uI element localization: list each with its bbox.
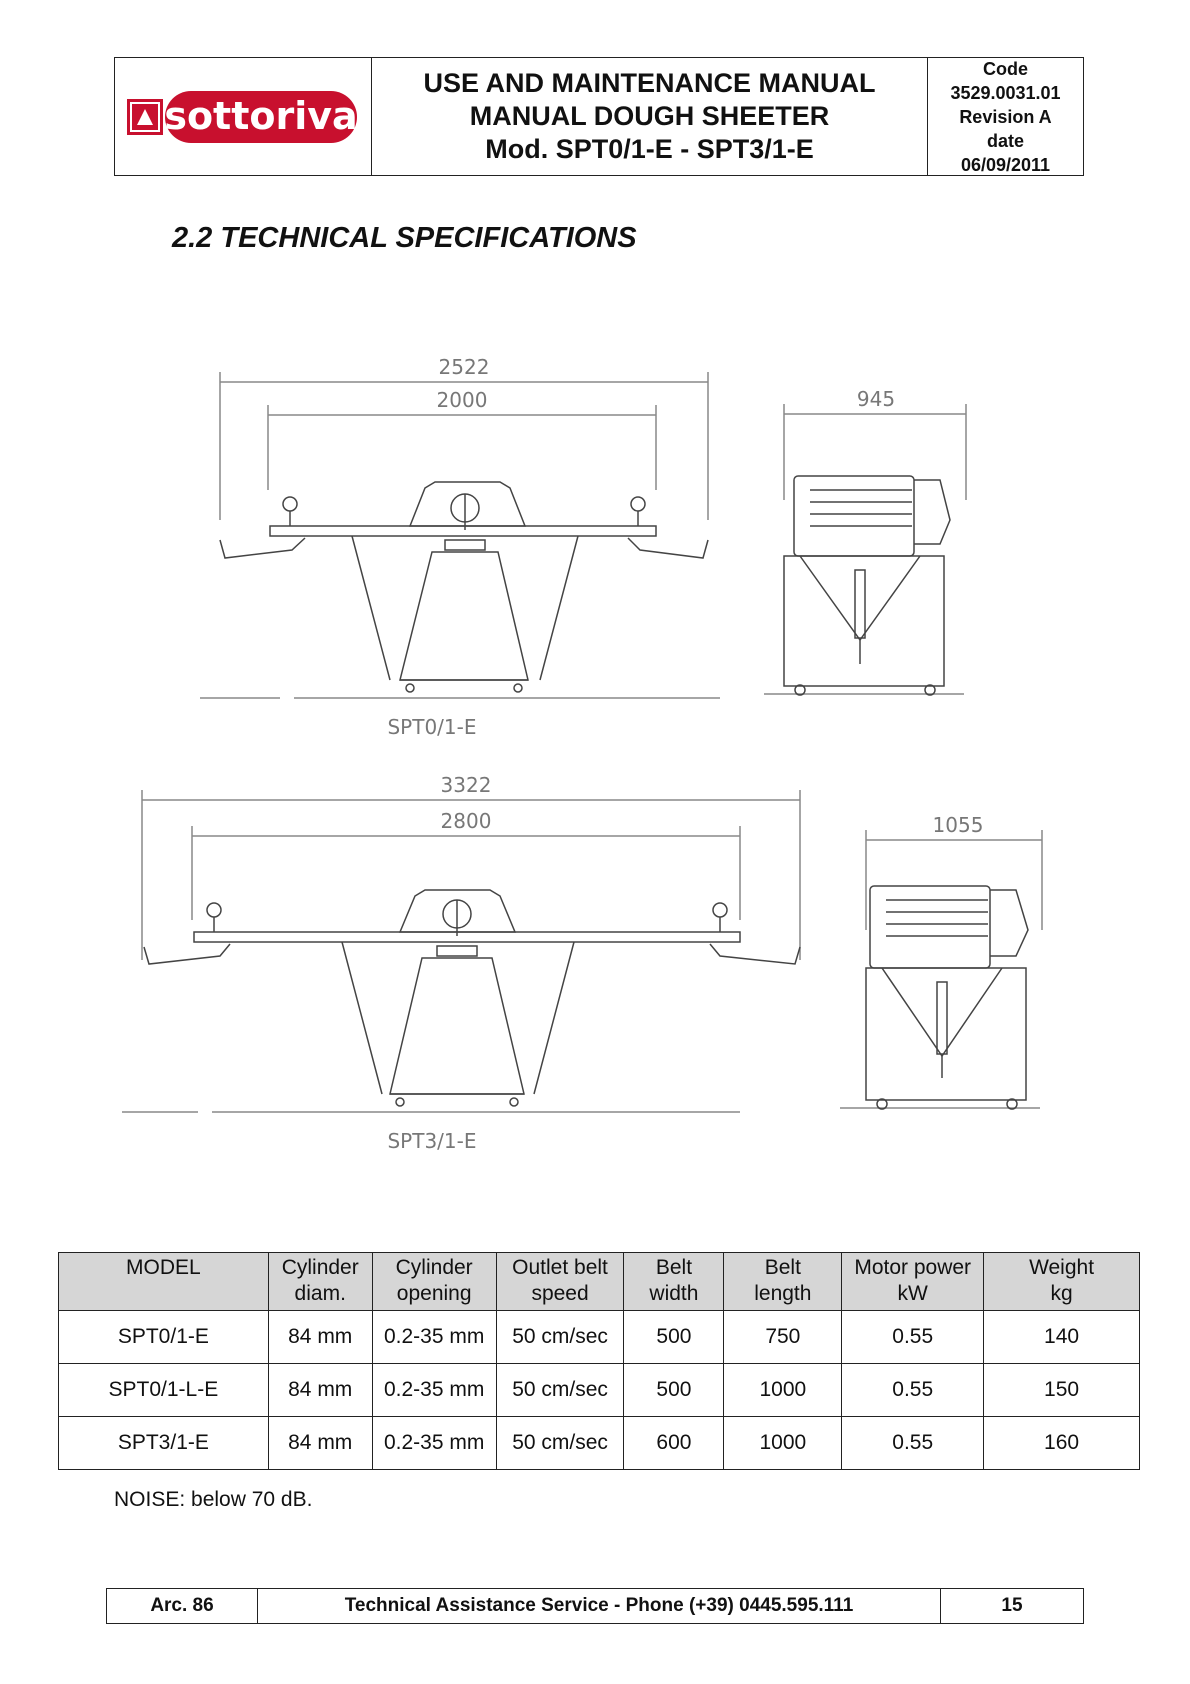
col-cylinder-diam: Cylinder diam.: [268, 1253, 372, 1311]
dim-spt0-depth: 945: [856, 387, 896, 411]
footer-service-phone: Technical Assistance Service - Phone (+39) 0445.595.111: [258, 1589, 941, 1623]
cell-model: SPT0/1-L-E: [59, 1364, 269, 1417]
title-line-3: Mod. SPT0/1-E - SPT3/1-E: [485, 134, 814, 164]
technical-drawing: [100, 330, 1060, 1160]
cell-motor-power: 0.55: [842, 1417, 984, 1470]
cell-belt-speed: 50 cm/sec: [496, 1417, 624, 1470]
brand-logo: [115, 58, 372, 175]
dim-spt3-belt: 2800: [440, 809, 492, 833]
dim-spt3-overall: 3322: [440, 773, 492, 797]
cell-model: SPT0/1-E: [59, 1311, 269, 1364]
cell-cylinder-diam: 84 mm: [268, 1364, 372, 1417]
specifications-table: [58, 1252, 1140, 1470]
cell-model: SPT3/1-E: [59, 1417, 269, 1470]
cell-motor-power: 0.55: [842, 1311, 984, 1364]
spt0-side-view: [764, 404, 966, 695]
cell-cylinder-diam: 84 mm: [268, 1311, 372, 1364]
noise-note: NOISE: below 70 dB.: [114, 1488, 313, 1511]
dim-spt0-belt: 2000: [436, 388, 488, 412]
date-value: 06/09/2011: [960, 154, 1051, 175]
cell-belt-length: 1000: [724, 1417, 842, 1470]
cell-belt-speed: 50 cm/sec: [496, 1311, 624, 1364]
date-label: date: [986, 130, 1024, 151]
cell-belt-width: 600: [624, 1417, 724, 1470]
document-code-block: [928, 58, 1083, 175]
label-spt0: SPT0/1-E: [387, 715, 477, 739]
cell-belt-width: 500: [624, 1364, 724, 1417]
sottoriva-logo-icon: [125, 81, 361, 153]
cell-cylinder-opening: 0.2-35 mm: [372, 1311, 496, 1364]
col-weight: Weight kg: [984, 1253, 1140, 1311]
dim-spt3-depth: 1055: [932, 813, 984, 837]
svg-text:sottoriva: sottoriva: [164, 93, 358, 138]
table-row: [59, 1364, 1140, 1417]
document-header: [114, 57, 1084, 176]
spt3-front-view: [122, 790, 800, 1112]
col-outlet-belt-speed: Outlet belt speed: [496, 1253, 624, 1311]
cell-belt-length: 1000: [724, 1364, 842, 1417]
cell-cylinder-diam: 84 mm: [268, 1417, 372, 1470]
cell-belt-width: 500: [624, 1311, 724, 1364]
cell-cylinder-opening: 0.2-35 mm: [372, 1364, 496, 1417]
col-belt-length: Belt length: [724, 1253, 842, 1311]
cell-cylinder-opening: 0.2-35 mm: [372, 1417, 496, 1470]
cell-belt-length: 750: [724, 1311, 842, 1364]
cell-motor-power: 0.55: [842, 1364, 984, 1417]
col-motor-power: Motor power kW: [842, 1253, 984, 1311]
footer-arc: Arc. 86: [107, 1589, 258, 1623]
page-number: 15: [1001, 1595, 1023, 1616]
dim-spt0-overall: 2522: [438, 355, 490, 379]
cell-belt-speed: 50 cm/sec: [496, 1364, 624, 1417]
spt0-front-view: [200, 372, 720, 698]
col-model: MODEL: [59, 1253, 269, 1311]
table-row: [59, 1311, 1140, 1364]
spt3-side-view: [840, 830, 1042, 1109]
cell-weight: 150: [984, 1364, 1140, 1417]
code-value: 3529.0031.01: [950, 82, 1061, 103]
table-header-row: [59, 1253, 1140, 1311]
col-belt-width: Belt width: [624, 1253, 724, 1311]
title-line-1: USE AND MAINTENANCE MANUAL: [423, 68, 876, 98]
section-title: 2.2 TECHNICAL SPECIFICATIONS: [172, 222, 637, 254]
title-line-2: MANUAL DOUGH SHEETER: [469, 101, 830, 131]
label-spt3: SPT3/1-E: [387, 1129, 477, 1153]
code-label: Code: [983, 58, 1028, 79]
cell-weight: 140: [984, 1311, 1140, 1364]
document-footer: [106, 1588, 1084, 1624]
document-title: [372, 58, 928, 175]
revision: Revision A: [959, 106, 1052, 127]
col-cylinder-opening: Cylinder opening: [372, 1253, 496, 1311]
cell-weight: 160: [984, 1417, 1140, 1470]
table-row: [59, 1417, 1140, 1470]
